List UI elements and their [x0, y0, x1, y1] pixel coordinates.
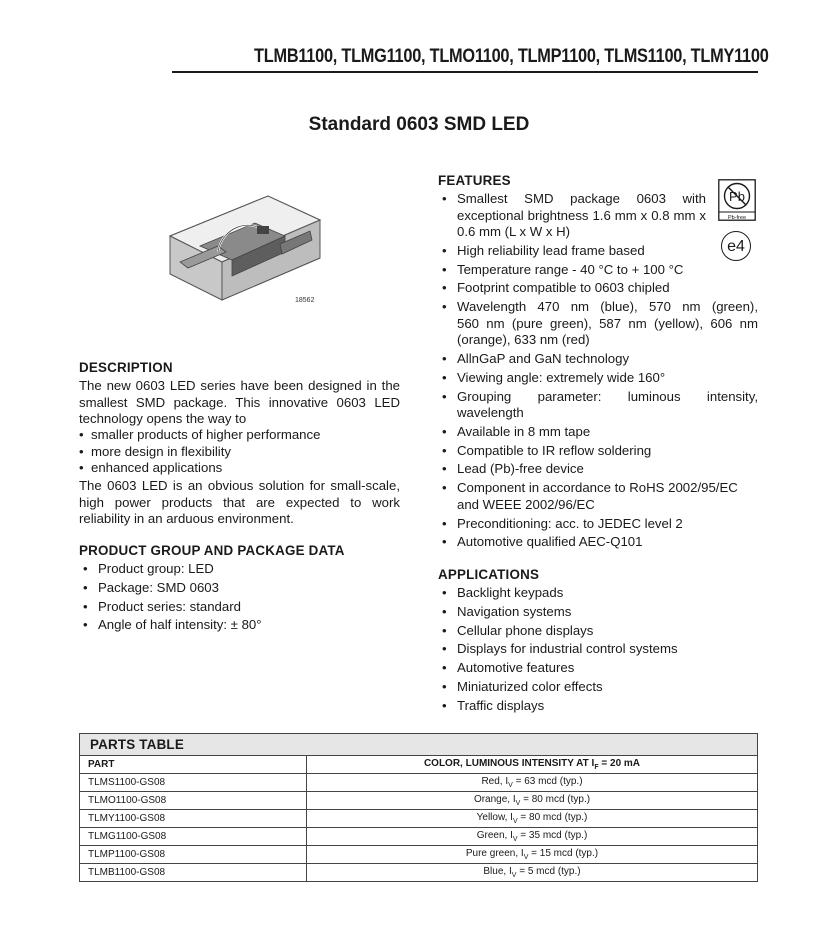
list-item: • Automotive features [438, 660, 758, 677]
list-item: • Traffic displays [438, 698, 758, 715]
feature-line: (orange), 633 nm (red) [457, 332, 590, 348]
description-outro-line: The 0603 LED is an obvious solution for small-scale, [79, 478, 400, 493]
table-row [80, 864, 758, 882]
list-item: • Displays for industrial control systems [438, 641, 758, 658]
list-item: • Backlight keypads [438, 585, 758, 602]
table-row [80, 846, 758, 864]
list-item [438, 424, 758, 441]
color-value: = 80 mcd (typ.) [517, 812, 588, 823]
color-cell [307, 792, 758, 810]
list-item [438, 389, 758, 422]
list-item [438, 443, 758, 460]
color-cell [307, 828, 758, 846]
color-sub: V [508, 782, 513, 789]
list-item: • Miniaturized color effects [438, 679, 758, 696]
list-item [438, 461, 758, 478]
list-item [438, 370, 758, 387]
part-cell: TLMO1100-GS08 [80, 792, 307, 810]
features-heading: FEATURES [438, 173, 511, 188]
list-item: • Navigation systems [438, 604, 758, 621]
list-item: • enhanced applications [79, 460, 400, 477]
list-item [438, 262, 758, 279]
table-row [80, 774, 758, 792]
list-item [438, 191, 706, 241]
list-item: • Angle of half intensity: ± 80° [79, 617, 400, 634]
pb-free-label: Pb-free [727, 215, 747, 221]
feature-line: Lead (Pb)-free device [457, 461, 584, 477]
led-package-illustration [160, 176, 330, 316]
color-sub: V [523, 854, 529, 861]
product-group-heading: PRODUCT GROUP AND PACKAGE DATA [79, 543, 345, 558]
list-item [438, 299, 758, 349]
description-outro-line: high power products that are expected to work [79, 494, 400, 510]
feature-line: AllnGaP and GaN technology [457, 350, 630, 366]
parts-table [79, 733, 758, 882]
color-cell [307, 864, 758, 882]
feature-line: Available in 8 mm tape [457, 423, 591, 439]
applications-heading: APPLICATIONS [438, 567, 540, 582]
table-caption-row [80, 734, 758, 756]
list-item [438, 516, 758, 533]
table-row [80, 810, 758, 828]
feature-line: Temperature range - 40 °C to + 100 °C [457, 261, 684, 277]
feature-line: High reliability lead frame based [457, 242, 645, 258]
list-item: • Package: SMD 0603 [79, 580, 400, 597]
part-cell: TLMS1100-GS08 [80, 774, 307, 792]
feature-line: 560 nm (pure green), 587 nm (yellow), 606 nm [457, 315, 758, 331]
column-header-color-suffix: = 20 mA [598, 758, 641, 769]
list-item: • Product series: standard [79, 599, 400, 616]
feature-line: and WEEE 2002/96/EC [457, 496, 595, 512]
list-item: • Product group: LED [79, 561, 400, 578]
color-sub: V [511, 872, 517, 879]
description-intro-line: The new 0603 LED series have been designed in the [79, 378, 400, 393]
part-cell: TLMP1100-GS08 [80, 846, 307, 864]
list-item: • smaller products of higher performance [79, 427, 400, 444]
part-cell: TLMB1100-GS08 [80, 864, 307, 882]
figure-number: 18562 [295, 297, 315, 304]
description-intro-line: smallest SMD package. This innovative 0603 LED [79, 394, 400, 410]
features-list [438, 191, 758, 553]
description-outro-line: reliability in an arduous environment. [79, 511, 294, 526]
feature-line: exceptional brightness 1.6 mm x 0.8 mm x [457, 207, 706, 223]
color-text: Red, I [481, 776, 509, 787]
feature-line: • Smallest SMD package 0603 with [457, 191, 706, 206]
description-outro [79, 478, 400, 528]
column-header-color-sub: F [594, 764, 599, 771]
color-text: Orange, I [473, 794, 516, 805]
feature-line: wavelength [457, 405, 524, 421]
header-rule [172, 71, 758, 73]
color-value: = 80 mcd (typ.) [520, 794, 591, 805]
color-value: = 63 mcd (typ.) [512, 776, 583, 787]
list-item [438, 534, 758, 551]
color-sub: V [512, 836, 518, 843]
feature-line: • Component in accordance to RoHS 2002/95/EC [457, 480, 738, 496]
description-intro-line: technology opens the way to [79, 411, 247, 426]
color-text: Yellow, I [476, 812, 513, 823]
feature-line: Preconditioning: acc. to JEDEC level 2 [457, 515, 683, 531]
color-cell [307, 846, 758, 864]
list-item: • more design in flexibility [79, 444, 400, 461]
color-value: = 35 mcd (typ.) [517, 830, 588, 841]
column-header-color [307, 756, 758, 774]
color-cell [307, 810, 758, 828]
description-bullets [79, 427, 400, 477]
color-value: = 5 mcd (typ.) [516, 866, 581, 877]
column-header-color-text: COLOR, LUMINOUS INTENSITY AT I [423, 758, 595, 769]
table-row [80, 792, 758, 810]
feature-line: Automotive qualified AEC-Q101 [457, 534, 643, 550]
description-heading: DESCRIPTION [79, 360, 173, 375]
feature-line: Viewing angle: extremely wide 160° [457, 369, 666, 385]
parts-table-caption: PARTS TABLE [80, 734, 758, 756]
list-item: • Cellular phone displays [438, 623, 758, 640]
table-row [80, 828, 758, 846]
document-title: Standard 0603 SMD LED [308, 114, 530, 135]
list-item [438, 280, 758, 297]
header-title: TLMB1100, TLMG1100, TLMO1100, TLMP1100, TLMS1100, TLMY1100 [254, 46, 769, 67]
feature-line: Compatible to IR reflow soldering [457, 442, 652, 458]
column-header-part: PART [80, 756, 307, 774]
color-sub: V [512, 818, 518, 825]
feature-line: • Wavelength 470 nm (blue), 570 nm (green), [457, 299, 758, 315]
pb-label: Pb [729, 189, 745, 204]
list-item [438, 480, 758, 513]
feature-line: Footprint compatible to 0603 chipled [457, 280, 670, 296]
color-cell [307, 774, 758, 792]
e4-icon: e4 [721, 231, 751, 261]
list-item [438, 243, 758, 260]
part-cell: TLMG1100-GS08 [80, 828, 307, 846]
part-cell: TLMY1100-GS08 [80, 810, 307, 828]
color-text: Blue, I [483, 866, 512, 877]
color-value: = 15 mcd (typ.) [528, 848, 599, 859]
color-sub: V [515, 800, 521, 807]
product-group-list [79, 561, 400, 636]
color-text: Pure green, I [465, 848, 524, 859]
description-intro [79, 378, 400, 428]
list-item [438, 351, 758, 368]
feature-line: • Grouping parameter: luminous intensity, [457, 388, 758, 404]
color-text: Green, I [476, 830, 513, 841]
feature-line: 0.6 mm (L x W x H) [457, 224, 571, 239]
table-header-row [80, 756, 758, 774]
applications-list [438, 585, 758, 717]
